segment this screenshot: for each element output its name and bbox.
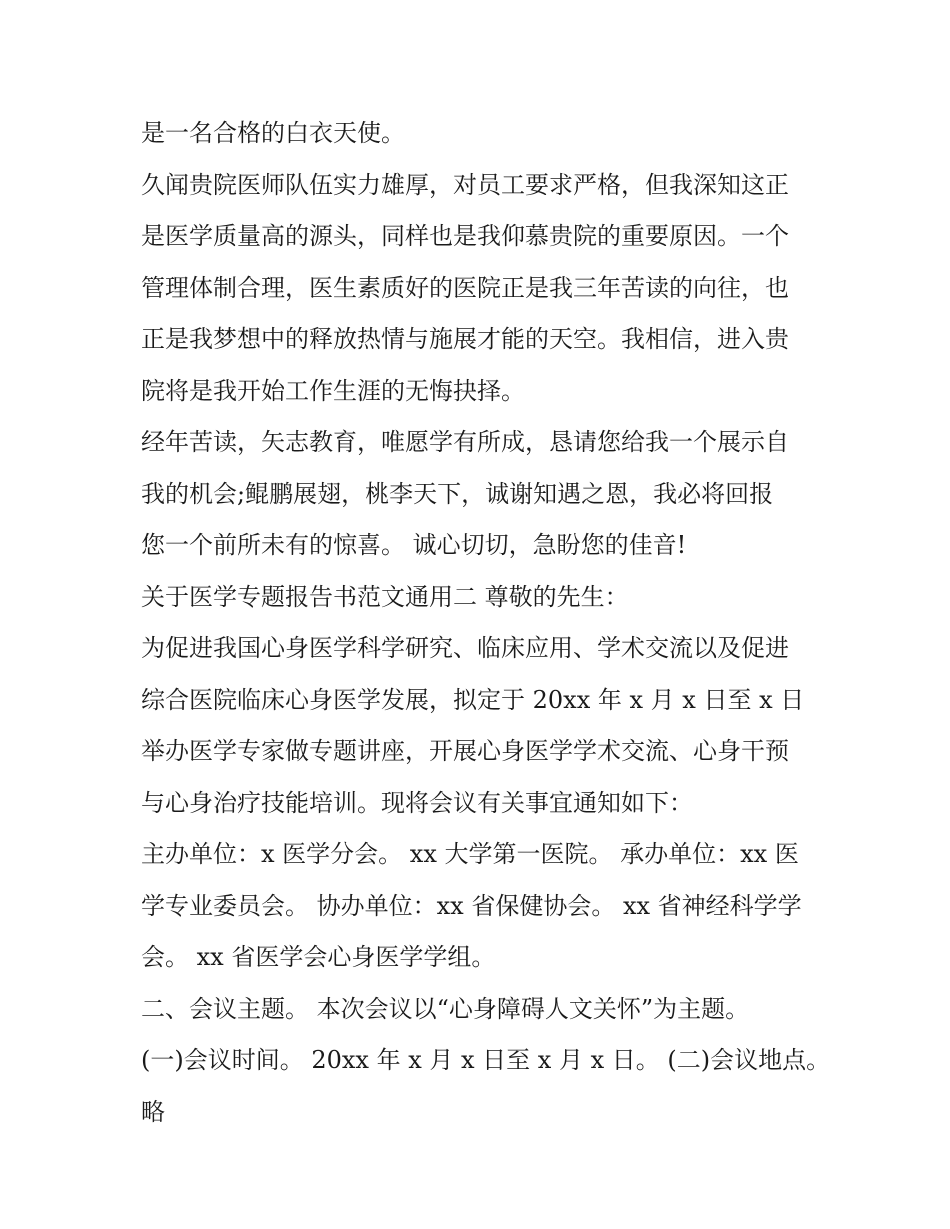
- text-line: 为促进我国心身医学科学研究、临床应用、学术交流以及促进: [141, 634, 789, 662]
- text-line: 我的机会;鲲鹏展翅，桃李天下，诚谢知遇之恩，我必将回报: [141, 479, 774, 508]
- text-line: 管理体制合理，医生素质好的医院正是我三年苦读的向往，也: [141, 273, 789, 302]
- body-text: [141, 108, 831, 1138]
- text-line: 是医学质量高的源头，同样也是我仰慕贵院的重要原因。一个: [141, 222, 789, 250]
- section-heading: 关于医学专题报告书范文通用二 尊敬的先生：: [141, 582, 629, 611]
- text-line: 院将是我开始工作生涯的无悔抉择。: [141, 376, 525, 405]
- text-line: 与心身治疗技能培训。现将会议有关事宜通知如下：: [141, 788, 693, 817]
- text-line: 正是我梦想中的释放热情与施展才能的天空。我相信，进入贵: [141, 325, 789, 353]
- text-line: 综合医院临床心身医学发展，拟定于 20xx 年 x 月 x 日至 x 日: [141, 685, 805, 714]
- text-line: 是一名合格的白衣天使。: [141, 119, 405, 147]
- text-line: 主办单位：x 医学分会。 xx 大学第一医院。 承办单位：xx 医: [141, 840, 799, 868]
- text-line: 久闻贵院医师队伍实力雄厚，对员工要求严格，但我深知这正: [141, 170, 789, 199]
- text-line: 二、会议主题。 本次会议以“心身障碍人文关怀”为主题。: [141, 994, 750, 1023]
- text-line: 您一个前所未有的惊喜。 诚心切切，急盼您的佳音!: [141, 531, 687, 559]
- text-line: 略: [141, 1097, 165, 1126]
- text-line: 举办医学专家做专题讲座，开展心身医学学术交流、心身干预: [141, 737, 789, 765]
- text-line: (一)会议时间。 20xx 年 x 月 x 日至 x 月 x 日。 (二)会议地点。: [141, 1046, 831, 1074]
- text-line: 经年苦读，矢志教育，唯愿学有所成，恳请您给我一个展示自: [141, 428, 789, 456]
- text-line: 学专业委员会。 协办单位：xx 省保健协会。 xx 省神经科学学: [141, 891, 802, 920]
- text-line: 会。 xx 省医学会心身医学学组。: [141, 943, 496, 971]
